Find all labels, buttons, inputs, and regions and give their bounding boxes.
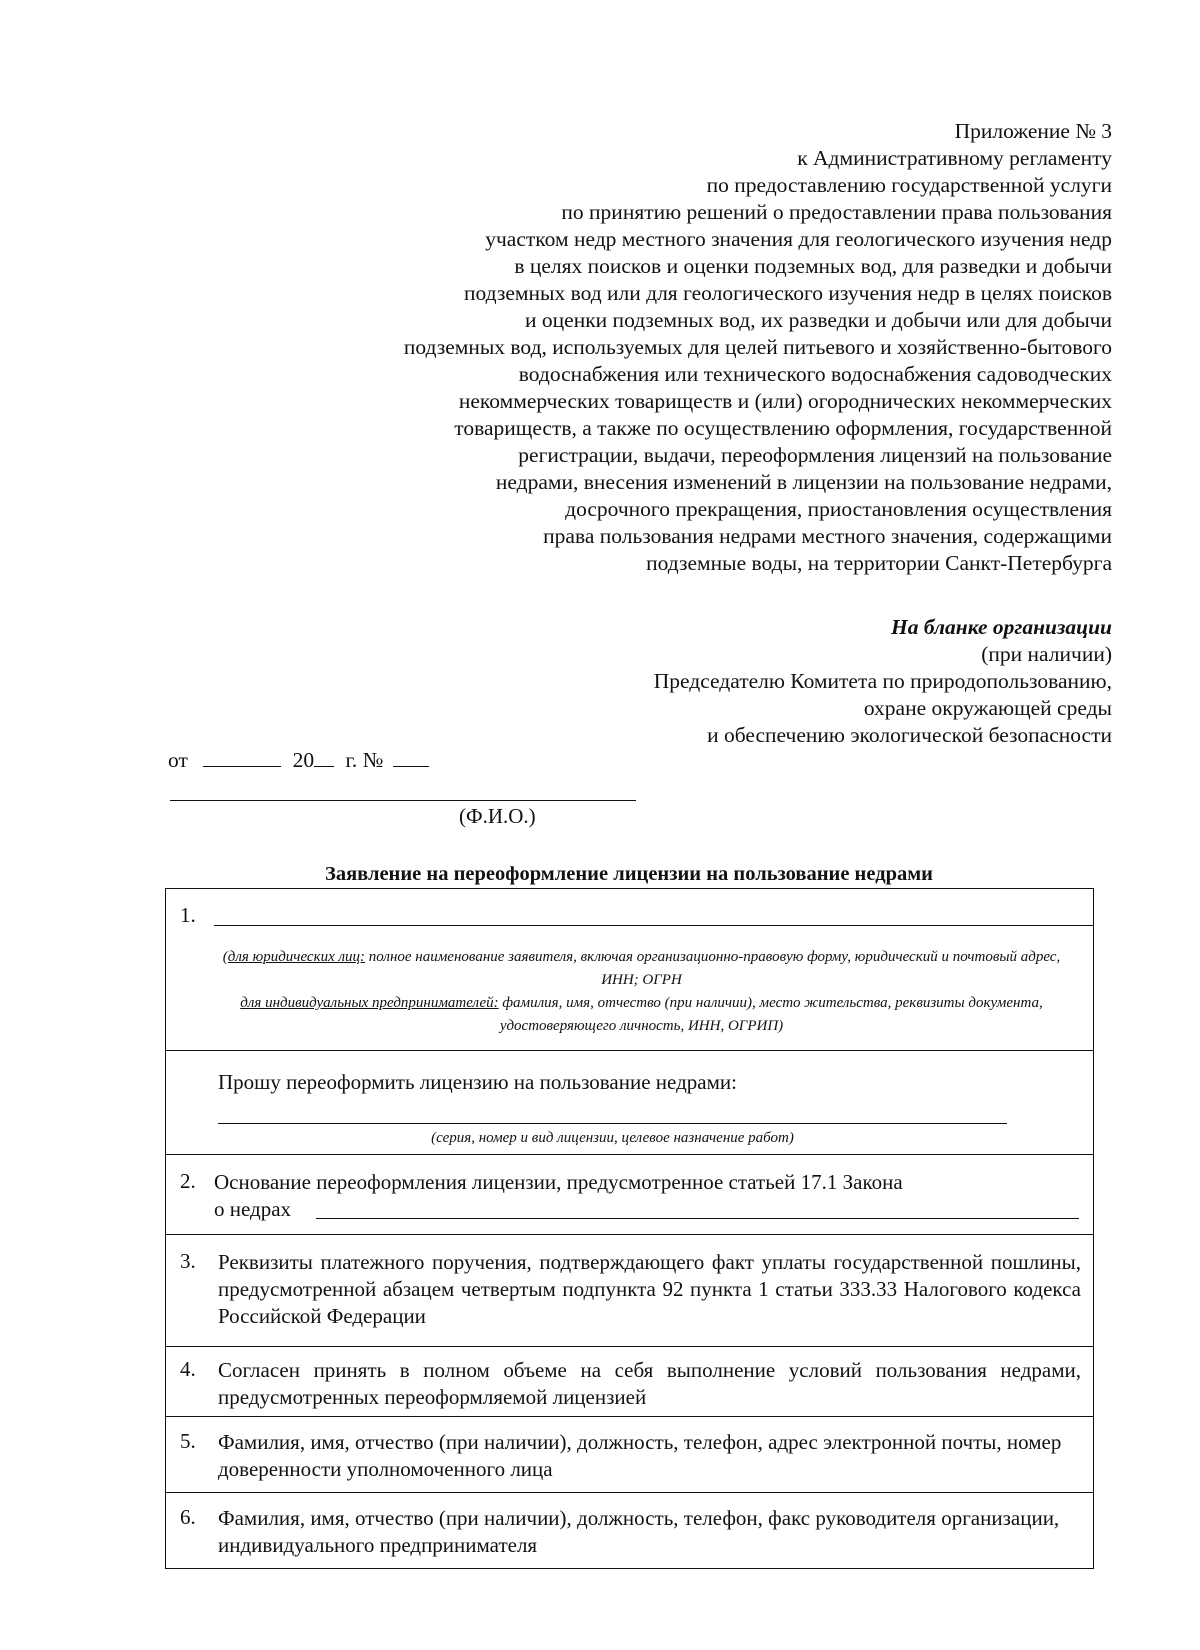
addressee-block <box>654 614 1112 749</box>
form-row-1-hint <box>166 940 1093 1050</box>
appendix-line: подземные воды, на территории Санкт-Петербурга <box>646 551 1112 575</box>
appendix-line: подземных вод или для геологического изучения недр в целях поисков <box>464 281 1112 305</box>
appendix-line: некоммерческих товариществ и (или) огороднических некоммерческих <box>458 389 1112 413</box>
request-text: Прошу переоформить лицензию на пользование недрами: <box>218 1070 737 1094</box>
appendix-line: и оценки подземных вод, их разведки и добычи или для добычи <box>525 308 1112 332</box>
row-number: 3. <box>180 1249 196 1273</box>
hint-ip-label: для индивидуальных предпринимателей: <box>240 995 499 1011</box>
addressee-line: Председателю Комитета по природопользованию, <box>653 669 1112 693</box>
applicant-field[interactable] <box>214 925 1093 926</box>
fio-label: (Ф.И.О.) <box>459 804 536 828</box>
date-field[interactable] <box>203 748 281 767</box>
year-field[interactable] <box>314 748 334 767</box>
form-row-5 <box>166 1416 1093 1492</box>
form-row-2 <box>166 1154 1093 1234</box>
appendix-line: подземных вод, используемых для целей питьевого и хозяйственно-бытового <box>403 335 1112 359</box>
appendix-line: к Административному регламенту <box>797 146 1112 170</box>
row-number: 6. <box>180 1505 196 1529</box>
addressee-line: и обеспечению экологической безопасности <box>707 723 1112 747</box>
addressee-line: охране окружающей среды <box>863 696 1112 720</box>
hint-legal-label: для юридических лиц: <box>227 949 366 965</box>
page-title: Заявление на переоформление лицензии на пользование недрами <box>325 863 933 885</box>
row-5-text: Фамилия, имя, отчество (при наличии), должность, телефон, адрес электронной почты, номер доверенности уполномоченного лица <box>218 1430 1062 1481</box>
appendix-line: участком недр местного значения для геологического изучения недр <box>485 227 1112 251</box>
applicant-hint <box>166 940 1093 1038</box>
row-2-line1: Основание переоформления лицензии, предусмотренное статьей 17.1 Закона <box>214 1170 903 1194</box>
application-form <box>165 888 1094 1569</box>
appendix-line: водоснабжения или технического водоснабжения садоводческих <box>518 362 1112 386</box>
hint-legal-text: полное наименование заявителя, включая организационно-правовую форму, юридический и почтовый адрес, ИНН; ОГРН <box>365 949 1061 988</box>
row-2-line2: о недрах <box>214 1197 292 1221</box>
from-prefix: от <box>168 748 188 772</box>
license-field[interactable] <box>218 1123 1007 1124</box>
basis-field[interactable] <box>316 1218 1079 1219</box>
appendix-header <box>404 118 1112 577</box>
form-row-4 <box>166 1346 1093 1416</box>
appendix-line: права пользования недрами местного значения, содержащими <box>543 524 1112 548</box>
row-3-text: Реквизиты платежного поручения, подтверждающего факт уплаты государственной пошлины, предусмотренной абзацем четвертым подпункта 92 пункта 1 статьи 333.33 Налогового кодекса Российской Федерации <box>218 1250 1081 1328</box>
appendix-line: товариществ, а также по осуществлению оформления, государственной <box>454 416 1112 440</box>
row-4-text: Согласен принять в полном объеме на себя выполнение условий пользования недрами, предусмотренных переоформляемой лицензией <box>218 1358 1081 1409</box>
row-number: 1. <box>180 903 196 927</box>
row-number: 4. <box>180 1357 196 1381</box>
appendix-line: Приложение № 3 <box>954 119 1112 143</box>
date-number-line <box>168 748 429 773</box>
appendix-line: в целях поисков и оценки подземных вод, для разведки и добычи <box>514 254 1112 278</box>
row-number: 2. <box>180 1169 196 1193</box>
appendix-line: регистрации, выдачи, переоформления лицензий на пользование <box>518 443 1112 467</box>
year-prefix: 20 <box>292 748 315 772</box>
row-number: 5. <box>180 1429 196 1453</box>
license-hint: (серия, номер и вид лицензии, целевое назначение работ) <box>431 1130 794 1146</box>
form-row-1 <box>166 889 1093 940</box>
hint-open-paren: ( <box>222 949 228 965</box>
hint-ip-text: фамилия, имя, отчество (при наличии), место жительства, реквизиты документа, удостоверяющего личность, ИНН, ОГРИП) <box>498 995 1043 1034</box>
number-field[interactable] <box>393 748 429 767</box>
fio-field[interactable] <box>170 800 636 801</box>
letterhead-note: (при наличии) <box>981 642 1112 666</box>
appendix-line: по предоставлению государственной услуги <box>706 173 1112 197</box>
letterhead-heading: На бланке организации <box>890 615 1112 639</box>
appendix-line: по принятию решений о предоставлении права пользования <box>561 200 1112 224</box>
form-row-request <box>166 1050 1093 1154</box>
appendix-line: недрами, внесения изменений в лицензии на пользование недрами, <box>495 470 1112 494</box>
appendix-line: досрочного прекращения, приостановления осуществления <box>565 497 1112 521</box>
row-6-text: Фамилия, имя, отчество (при наличии), должность, телефон, факс руководителя организации, индивидуального предпринимателя <box>218 1506 1060 1557</box>
form-row-6 <box>166 1492 1093 1568</box>
year-suffix: г. № <box>345 748 384 772</box>
form-row-3 <box>166 1234 1093 1346</box>
